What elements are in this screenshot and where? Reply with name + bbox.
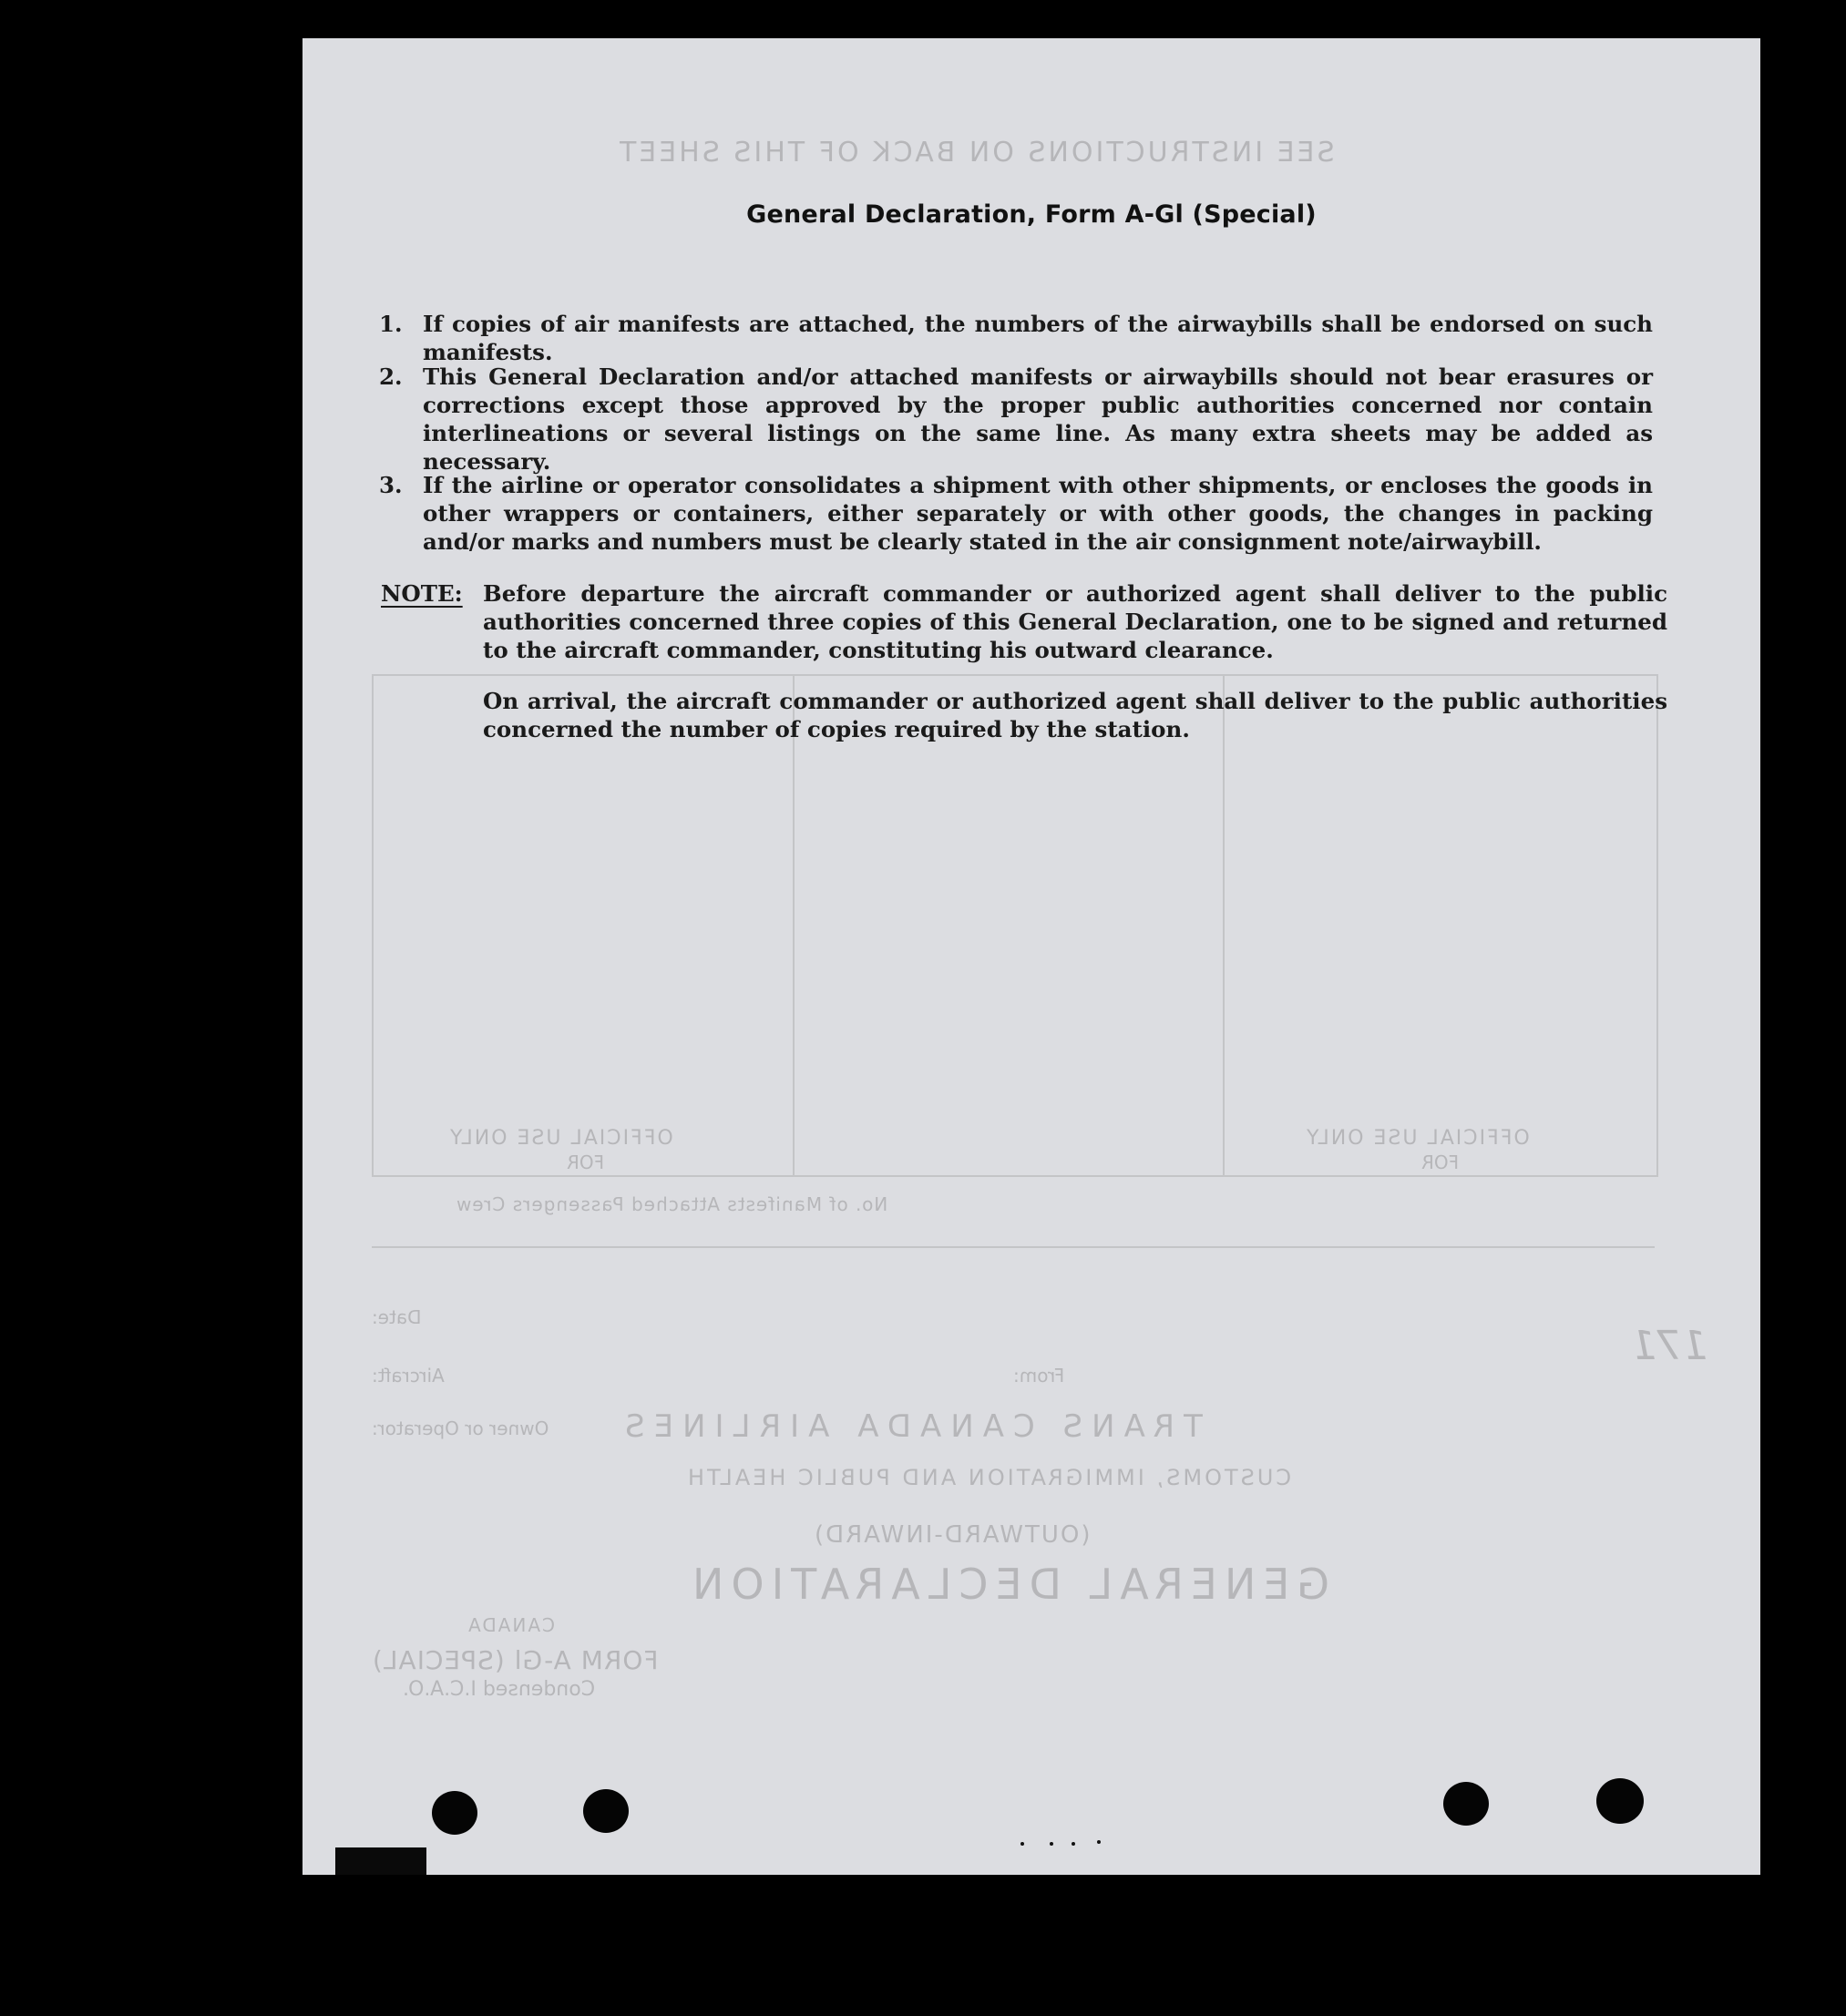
list-item-2 [379, 363, 1655, 475]
bleed-top-line: SEE INSTRUCTIONS ON BACK OF THIS SHEET [617, 137, 1335, 169]
list-item-3 [379, 471, 1655, 558]
bleed-big-title: GENERAL DECLARATION [685, 1560, 1330, 1609]
punch-hole-1 [432, 1791, 477, 1835]
item-text: If copies of air manifests are attached, the numbers of the airwaybills shall be endorsed on such manifests. [423, 311, 1653, 365]
note-paragraph-2: On arrival, the aircraft commander or authorized agent shall deliver to the public authorities concerned the number of copies required by the station. [483, 688, 1667, 742]
bleed-form-id: FORM A-Gl (SPECIAL) [372, 1645, 659, 1675]
bleed-aircraft-label: Aircraft: [372, 1365, 445, 1387]
punch-hole-2 [583, 1789, 629, 1833]
item-text: This General Declaration and/or attached manifests or airwaybills should not bear erasures or corrections except those approved by the proper public authorities concerned nor contain interlineations or several listings on the same line. As many extra sheets may be added as necessary. [423, 363, 1653, 475]
bleed-date-label: Date: [372, 1306, 422, 1328]
note-paragraph-1: Before departure the aircraft commander or authorized agent shall deliver to the public authorities concerned three copies of this General Declaration, one to be signed and returned to the aircraft commander, constituting his outward clearance. [483, 580, 1667, 663]
note-block-2 [303, 687, 1669, 745]
speck [1020, 1842, 1024, 1846]
speck [1050, 1842, 1053, 1846]
bleed-outward-inward: (OUTWARD-INWARD) [813, 1521, 1091, 1549]
bleed-condensed: Condensed I.C.A.O. [403, 1678, 596, 1701]
bleed-for-right: FOR [1421, 1151, 1460, 1173]
document-content [303, 38, 1760, 1875]
item-number: 1. [379, 311, 403, 337]
note-label: NOTE: [381, 580, 463, 607]
bleed-customs-line: CUSTOMS, IMMIGRATION AND PUBLIC HEALTH [685, 1465, 1292, 1490]
bleed-official-right: OFFICIAL USE ONLY [1305, 1127, 1530, 1150]
document-page [303, 38, 1760, 1875]
item-number: 3. [379, 472, 403, 498]
bleed-airline-name: TRANS CANADA AIRLINES [616, 1408, 1203, 1445]
bleed-for-left: FOR [567, 1151, 605, 1173]
speck [1097, 1840, 1101, 1844]
bleed-canada: CANADA [467, 1614, 556, 1636]
punch-hole-4 [1596, 1778, 1644, 1824]
page-title: General Declaration, Form A-Gl (Special) [746, 200, 1317, 229]
note-block [303, 579, 1669, 667]
punch-hole-3 [1443, 1782, 1489, 1826]
bleed-manifests-line: No. of Manifests Attached Passengers Crew [456, 1193, 888, 1215]
list-item-1 [379, 310, 1655, 365]
speck [1072, 1842, 1075, 1846]
bleed-official-left: OFFICIAL USE ONLY [448, 1127, 673, 1150]
bleed-handwriting: 171 [1631, 1323, 1708, 1369]
bleed-owner-label: Owner or Operator: [372, 1417, 549, 1439]
item-number: 2. [379, 363, 403, 390]
item-text: If the airline or operator consolidates a shipment with other shipments, or encloses the goods in other wrappers or containers, either separately or with other goods, the changes in packing and/or marks and numbers must be clearly stated in the air consignment note/airwaybill. [423, 472, 1653, 555]
torn-corner [335, 1847, 426, 1875]
bleed-from-label: From: [1013, 1365, 1065, 1387]
